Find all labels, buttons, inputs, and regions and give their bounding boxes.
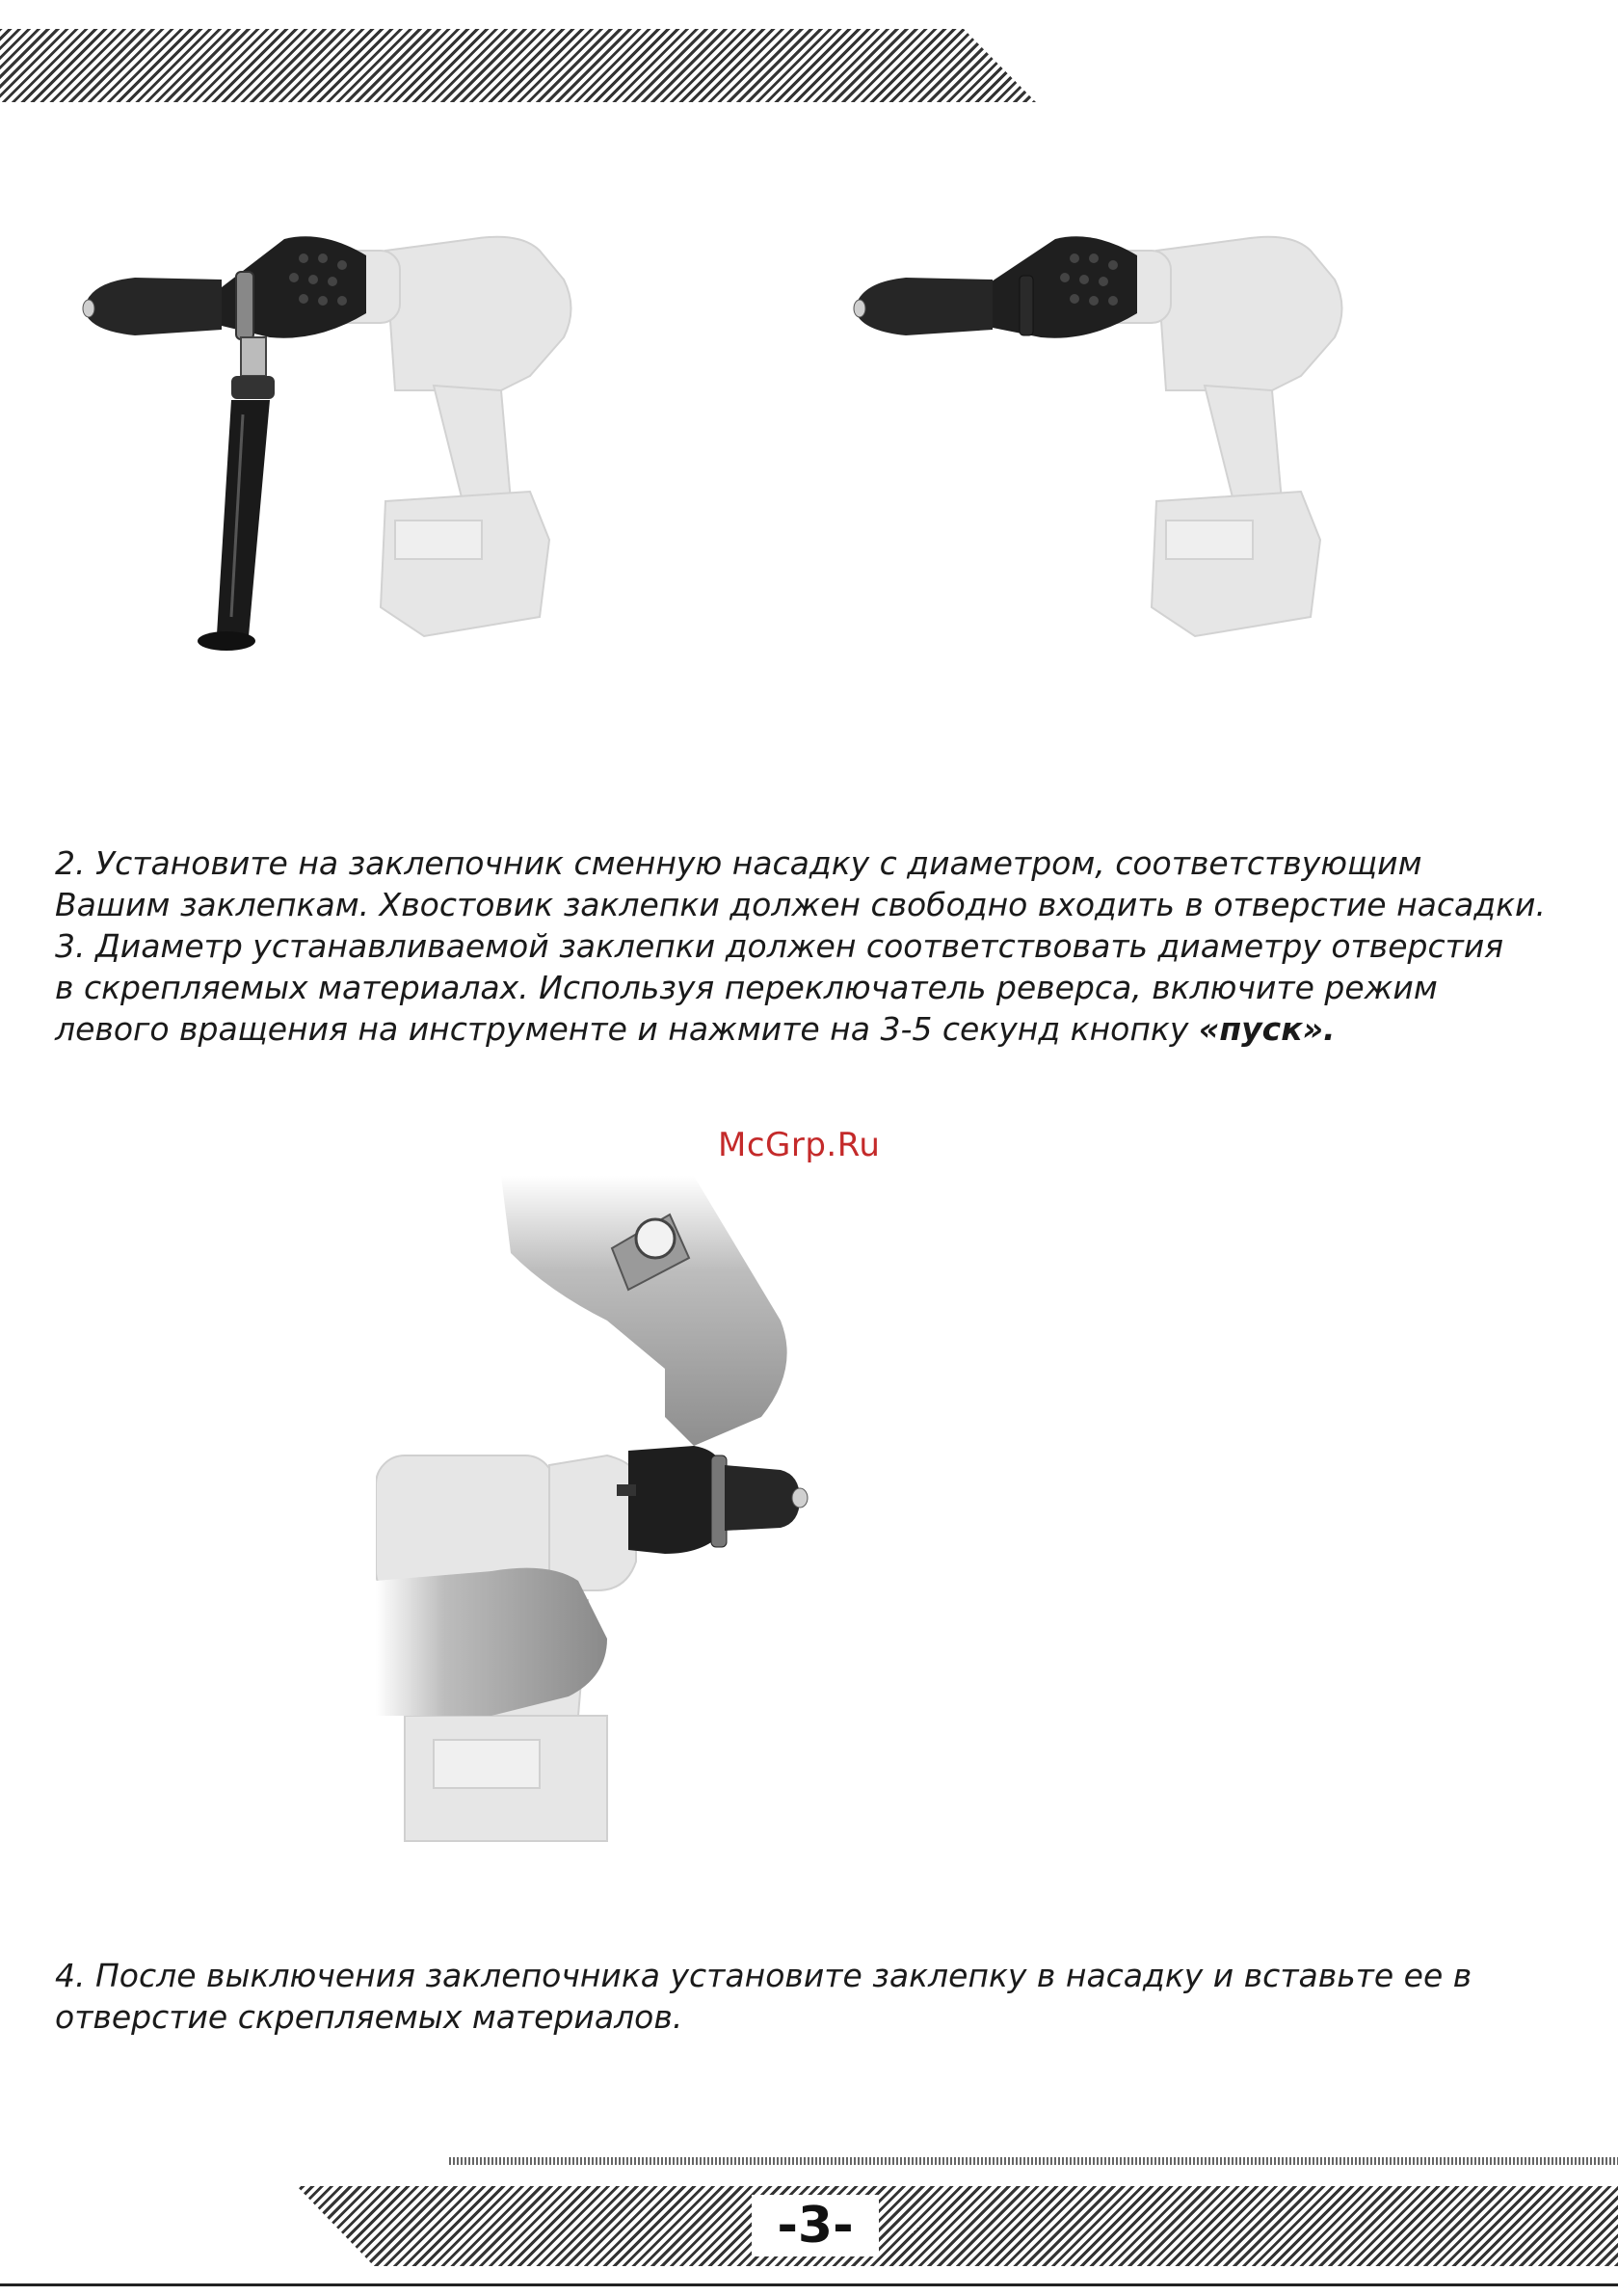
instruction-step-4 [55, 1955, 1472, 2038]
instruction-line: 4. После выключения заклепочника установите заклепку в насадку и вставьте ее в [55, 1957, 1472, 1994]
footer-dotted-rule [449, 2157, 1618, 2165]
start-button-term: «пуск». [1198, 1010, 1336, 1048]
footer-hatch-band [297, 2186, 1618, 2266]
page-number: -3- [752, 2195, 879, 2256]
drill-with-handle-illustration [77, 212, 752, 684]
instruction-line: 3. Диаметр устанавливаемой заклепки должен соответствовать диаметру отверстия [55, 927, 1504, 965]
footer-rule [0, 2283, 1618, 2286]
header-hatch-band [0, 29, 1036, 102]
drill-without-handle-illustration [838, 212, 1523, 655]
instruction-line: в скрепляемых материалах. Используя переключатель реверса, включите режим [55, 969, 1438, 1006]
instruction-line: Вашим заклепкам. Хвостовик заклепки должен свободно входить в отверстие насадки. [55, 886, 1546, 923]
instruction-line: отверстие скрепляемых материалов. [55, 1998, 683, 2036]
instruction-steps-2-3 [55, 842, 1546, 1050]
instruction-line: 2. Установите на заклепочник сменную насадку с диаметром, соответствующим [55, 844, 1422, 882]
hands-operating-drill-illustration [376, 1176, 1243, 1880]
instruction-line-last [55, 1008, 1546, 1050]
watermark: McGrp.Ru [718, 1126, 881, 1164]
instruction-line-text: левого вращения на инструменте и нажмите на 3-5 секунд кнопку [55, 1010, 1199, 1048]
